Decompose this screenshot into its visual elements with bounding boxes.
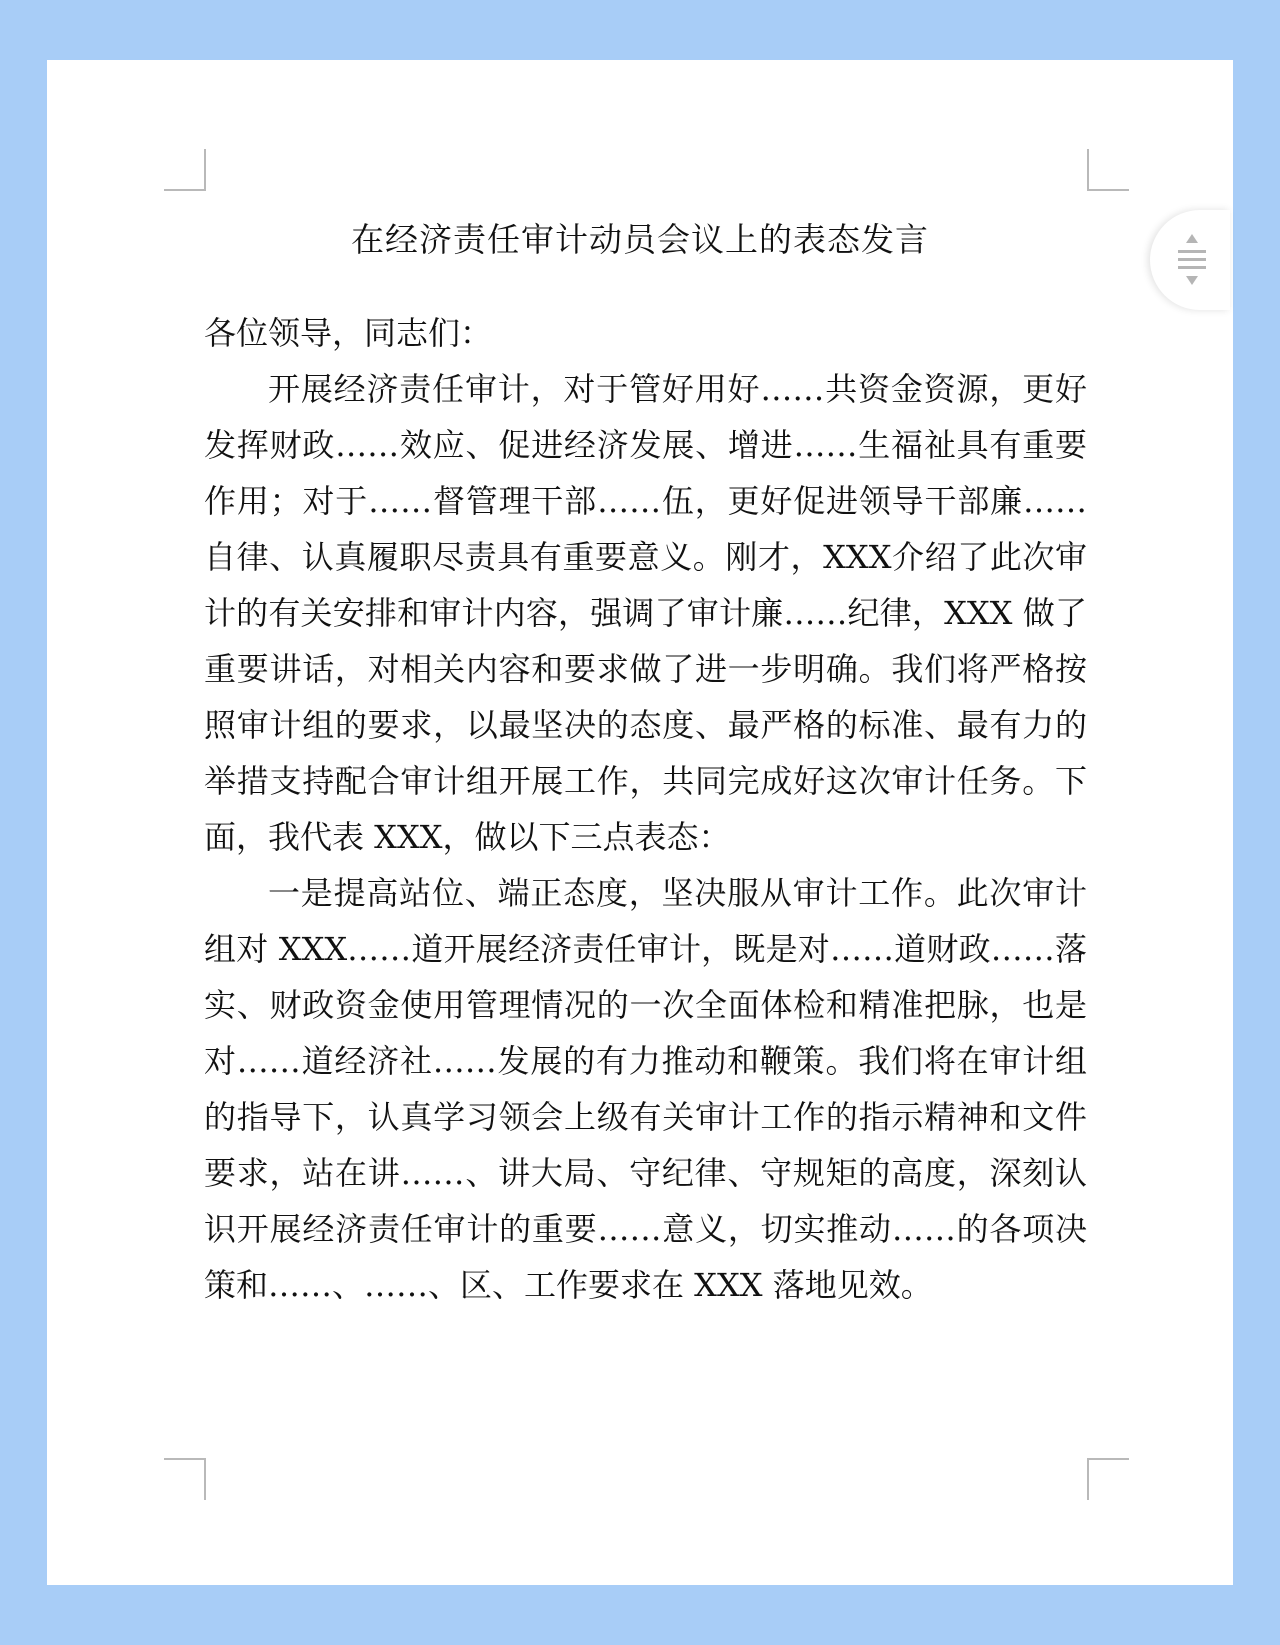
margin-corner-bottom-left <box>164 1458 206 1500</box>
margin-corner-top-right <box>1087 149 1129 191</box>
scroll-handle-icon <box>1174 230 1210 290</box>
paragraph-2: 一是提高站位、端正态度，坚决服从审计工作。此次审计组对 XXX……道开展经济责任审计，既是对……道财政……落实、财政资金使用管理情况的一次全面体检和精准把脉，也是对……道经济社……发展的有力推动和鞭策。我们将在审计组的指导下，认真学习领会上级有关审计工作的指示精神和文件要求，站在讲……、讲大局、守纪律、守规矩的高度，深刻认识开展经济责任审计的重要……意义，切实推动……的各项决策和……、……、区、工作要求在 XXX 落地见效。 <box>204 874 1087 1304</box>
salutation: 各位领导，同志们： <box>204 314 493 352</box>
margin-corner-top-left <box>164 149 206 191</box>
document-title: 在经济责任审计动员会议上的表态发言 <box>351 220 929 259</box>
margin-corner-bottom-right <box>1087 1458 1129 1500</box>
paragraph-1: 开展经济责任审计，对于管好用好……共资金资源，更好发挥财政……效应、促进经济发展、增进……生福祉具有重要作用；对于……督管理干部……伍，更好促进领导干部廉……自律、认真履职尽责具有重要意义。刚才，XXX介绍了此次审计的有关安排和审计内容，强调了审计廉……纪律，XXX 做了重要讲话，对相关内容和要求做了进一步明确。我们将严格按照审计组的要求，以最坚决的态度、最严格的标准、最有力的举措支持配合审计组开展工作，共同完成好这次审计任务。下面，我代表 XXX，做以下三点表态： <box>204 370 1087 856</box>
document-page <box>47 60 1233 1585</box>
document-body <box>204 305 1087 1313</box>
